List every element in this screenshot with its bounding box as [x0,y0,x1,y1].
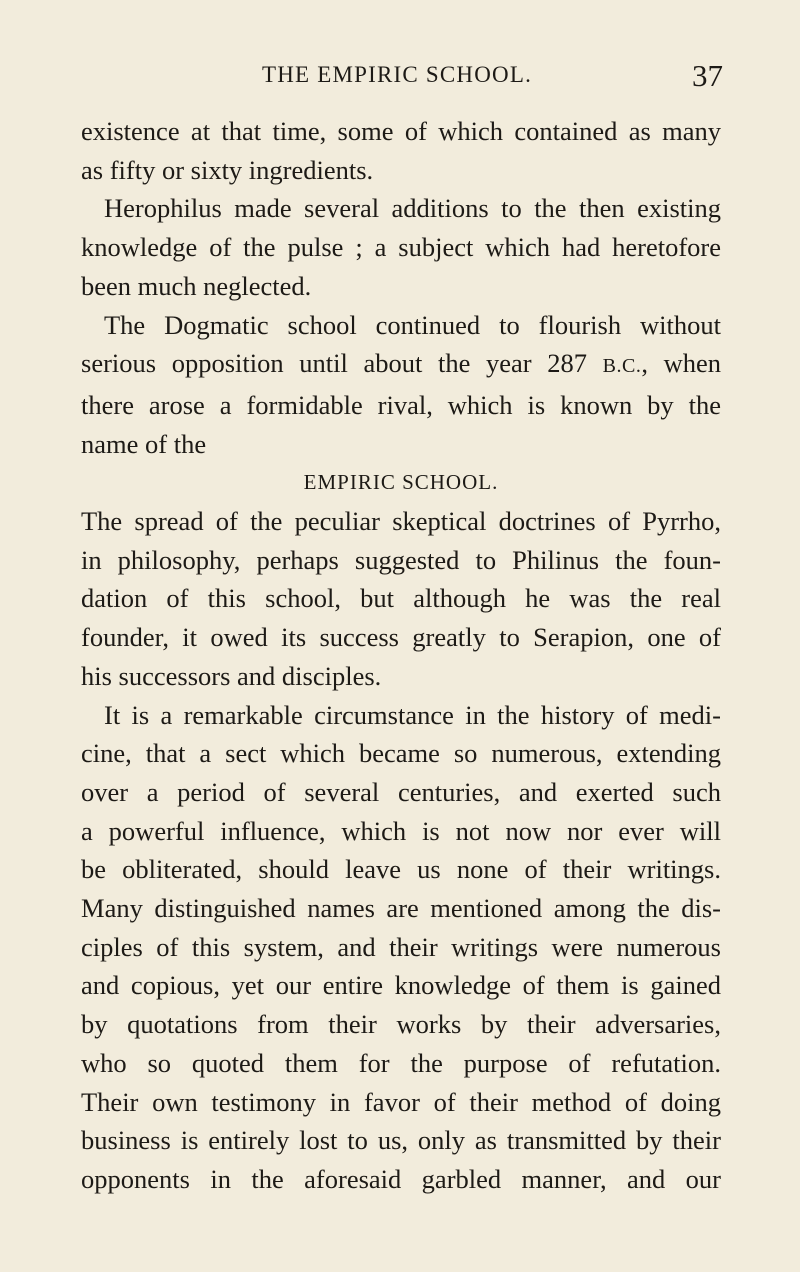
text-line: It is a remarkable circumstance in the history of medi- [104,699,721,730]
text-line: opponents in the aforesaid garbled manner, and our [81,1163,721,1194]
text-line: Many distinguished names are mentioned among the dis- [81,893,721,924]
text-line-end: , when [641,348,721,379]
text-line: his successors and disciples. [81,660,382,691]
text-line: The spread of the peculiar skeptical doctrines of Pyrrho, [81,506,721,537]
running-head: THE EMPIRIC SCHOOL. [262,62,533,87]
text-line: business is entirely lost to us, only as transmitted by their [81,1125,721,1156]
text-line: name of the [81,428,207,459]
text-line: The Dogmatic school continued to flourish without [104,309,721,340]
text-line: there arose a formidable rival, which is known by the [81,389,721,420]
text-line: been much neglected. [81,270,312,301]
text-line: be obliterated, should leave us none of their writings. [81,854,721,885]
era-abbreviation: B.C. [602,355,642,378]
text-line: as fifty or sixty ingredients. [81,154,374,185]
text-line: Herophilus made several additions to the then existing [104,193,721,224]
text-line-start: serious opposition until about the year 287 [81,348,603,379]
text-line: ciples of this system, and their writings were numerous [81,931,721,962]
text-line: knowledge of the pulse ; a subject which had heretofore [81,232,721,263]
text-line: cine, that a sect which became so numerous, extending [81,738,721,769]
body-text [81,112,721,1199]
text-line: in philosophy, perhaps suggested to Philinus the foun- [81,544,721,575]
text-line: existence at that time, some of which contained as many [81,116,721,146]
text-line: who so quoted them for the purpose of refutation. [81,1047,721,1078]
text-line: dation of this school, but although he was the real [81,583,721,614]
text-line: a powerful influence, which is not now nor ever will [81,815,721,846]
page-number: 37 [692,58,723,93]
text-line: by quotations from their works by their adversaries, [81,1009,721,1040]
text-line: Their own testimony in favor of their method of doing [81,1086,721,1117]
section-heading: EMPIRIC SCHOOL. [303,470,499,495]
text-line: over a period of several centuries, and exerted such [81,776,721,807]
page-header [0,58,800,102]
text-line: and copious, yet our entire knowledge of them is gained [81,970,721,1001]
text-line: founder, it owed its success greatly to Serapion, one of [81,622,721,653]
text-line-era [81,344,721,386]
